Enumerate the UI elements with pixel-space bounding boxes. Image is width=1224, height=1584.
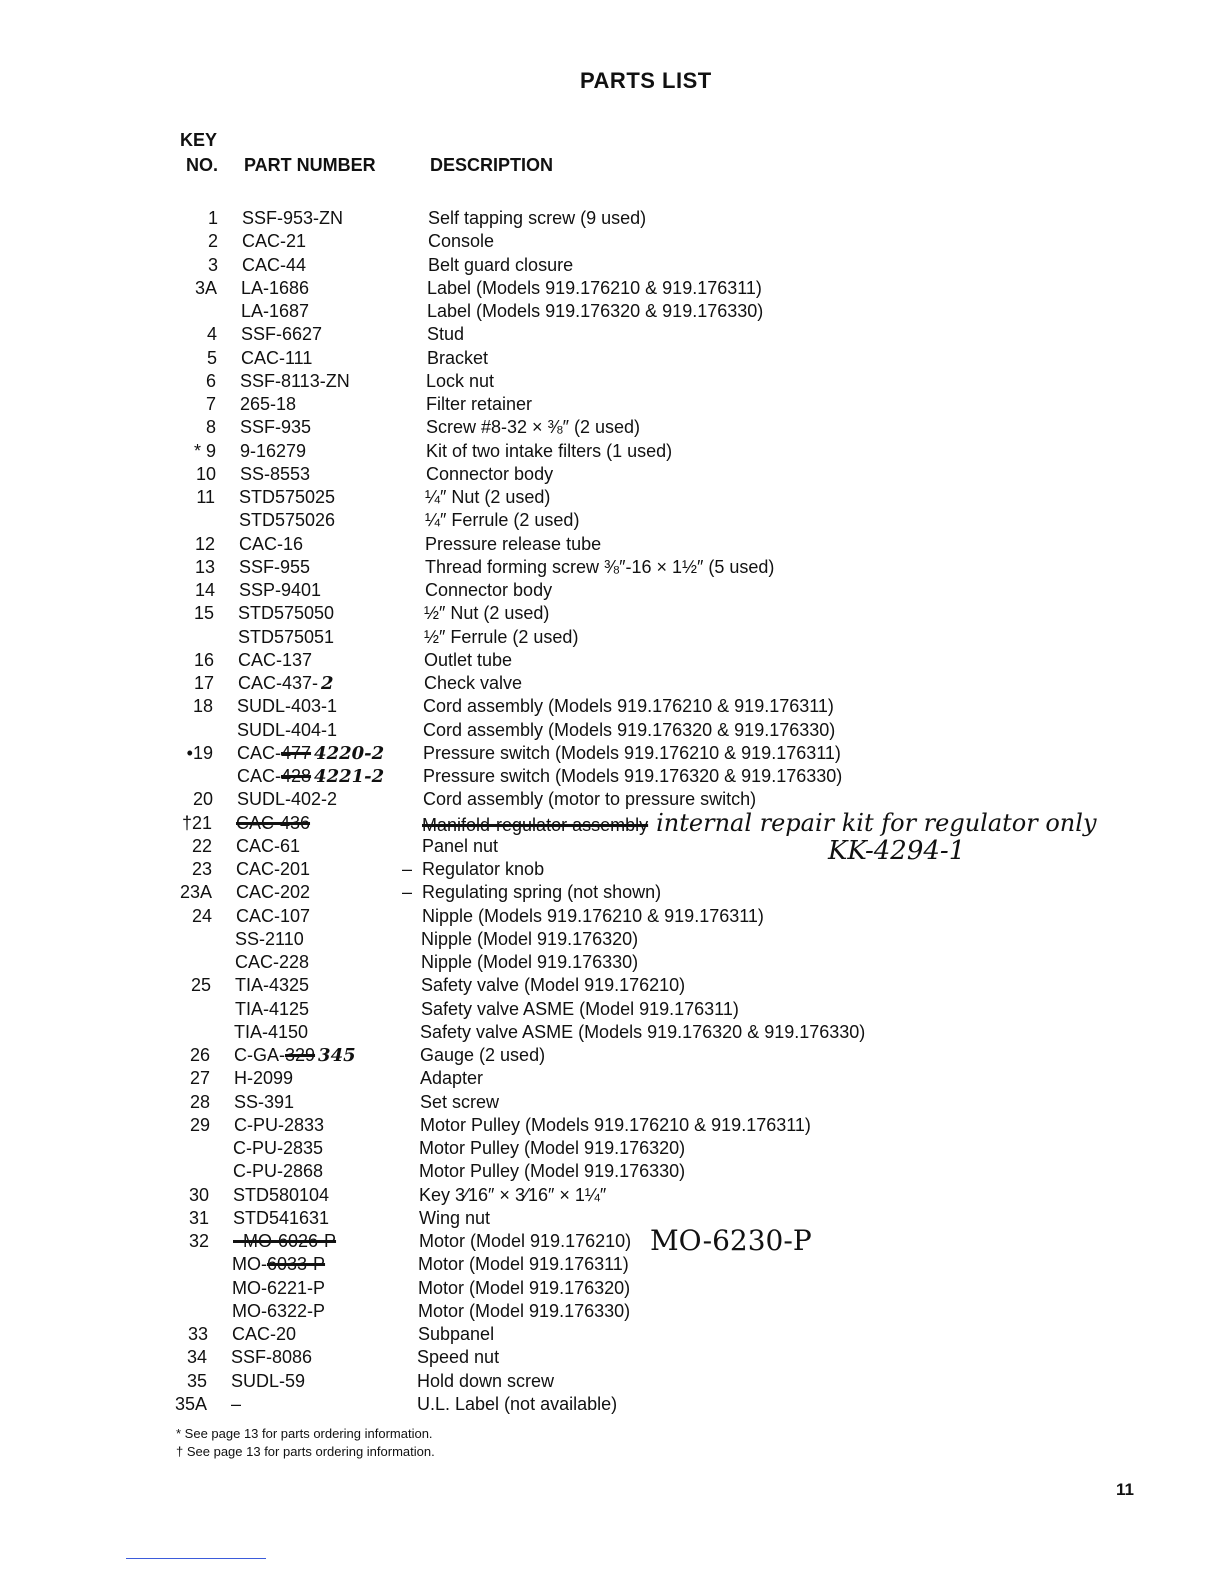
description: Kit of two intake filters (1 used) [426,440,673,461]
part-number [237,695,337,718]
description: Check valve [424,673,523,693]
table-row [0,1323,1224,1346]
table-row [0,928,1224,951]
divider [126,1558,266,1559]
key-number: 7 [205,394,216,414]
part-number-text: STD575026 [239,510,336,531]
part-number-text: STD575025 [239,487,336,507]
description: ¼″ Nut (2 used) [425,487,551,507]
key-number: 20 [192,789,213,810]
table-row [0,788,1224,811]
table-row [0,1137,1224,1160]
key-number: 18 [192,696,213,717]
description: Panel nut [422,835,499,856]
key-number: 28 [189,1091,210,1112]
part-number-text: C-PU-2868 [233,1161,324,1182]
part-number-text: SS-2110 [235,928,304,949]
description [422,808,1097,837]
footnote-asterisk: * See page 13 for parts ordering information. [176,1426,433,1441]
description: Safety valve (Model 919.176210) [421,975,686,996]
key-number: 8 [205,417,216,438]
table-row [0,1207,1224,1230]
part-number-text: LA-1687 [241,301,310,321]
part-number-text: STD541631 [233,1207,330,1228]
part-number-text: 265-18 [240,394,297,414]
part-number-text: C-PU-2835 [233,1138,324,1158]
description: Motor Pulley (Models 919.176210 & 919.176311) [420,1114,811,1135]
key-number: 16 [193,649,214,670]
table-row [0,533,1224,556]
part-number-text: STD575050 [238,603,335,624]
table-row [0,626,1224,649]
part-number [241,347,312,370]
table-row [0,254,1224,277]
part-number-text: CAC-111 [241,347,313,368]
header-key-line1: KEY [180,130,218,150]
table-row [0,556,1224,579]
part-number-text: SUDL-402-2 [237,789,338,810]
key-number: 5 [206,347,217,368]
description: Gauge (2 used) [420,1045,546,1065]
part-number [240,463,310,486]
table-row [0,416,1224,439]
description: Nipple (Model 919.176320) [421,928,639,949]
part-number [234,1091,294,1114]
key-number: 6 [205,370,216,391]
description: Adapter [420,1068,484,1089]
description: Connector body [425,580,553,600]
table-row [0,765,1224,788]
part-number [238,649,312,672]
key-number: 3A [194,277,217,298]
table-row [0,440,1224,463]
key-number: 35 [186,1370,207,1391]
table-row [0,300,1224,323]
description: Stud [427,324,465,345]
table-row [0,347,1224,370]
table-row [0,881,1224,904]
part-number-text: MO- [232,1254,267,1275]
key-number: 15 [193,603,214,624]
key-number: 12 [194,533,215,554]
description: Belt guard closure [428,254,574,275]
part-number-text: SSF-6627 [241,324,323,345]
table-row [0,602,1224,625]
table-row [0,1253,1224,1276]
handwritten-motor-note: MO-6230-P [650,1224,812,1257]
description: Motor (Model 919.176210) [419,1231,632,1251]
part-number [242,207,343,230]
table-row [0,998,1224,1021]
dash-mark: – [402,882,413,903]
description: Pressure switch (Models 919.176210 & 919.176311) [423,742,841,763]
part-number [236,812,310,835]
dash-mark: – [402,859,413,879]
description: Safety valve ASME (Model 919.176311) [421,998,739,1019]
handwritten-note: internal repair kit for regulator only [656,808,1097,837]
table-row [0,323,1224,346]
part-number [234,1044,356,1067]
key-number: 10 [195,463,216,484]
key-number: 23A [179,882,212,903]
part-number-text: C-PU-2833 [234,1114,325,1135]
description: Hold down screw [417,1370,555,1391]
part-number [233,1207,329,1230]
table-row [0,1184,1224,1207]
description: Cord assembly (Models 919.176210 & 919.176311) [423,696,834,717]
description: Console [428,231,495,252]
table-row [0,1370,1224,1393]
part-number [237,788,337,811]
struck-part-number: 477 [281,742,312,763]
key-number: 33 [187,1324,208,1344]
part-number [241,277,309,300]
description: Pressure release tube [425,533,602,554]
description: Outlet tube [424,649,513,670]
table-row [0,672,1224,695]
part-number [238,626,334,649]
part-number [233,1230,336,1253]
table-row [0,1114,1224,1137]
table-row [0,1091,1224,1114]
table-row [0,207,1224,230]
part-number [242,230,306,253]
part-number-text: SS-8553 [240,463,311,484]
key-number: 13 [194,556,215,577]
part-number-text: TIA-4325 [235,975,310,996]
part-number [233,1160,323,1183]
key-number: 27 [189,1068,210,1089]
key-number: 11 [196,487,215,507]
part-number-text: SS-391 [234,1091,295,1112]
key-number: 2 [207,231,218,252]
table-row [0,835,1224,858]
handwritten-part-number: 4220-2 [314,742,385,764]
description: Speed nut [417,1347,500,1368]
part-number-text: LA-1686 [241,277,310,298]
table-row [0,905,1224,928]
part-number-text: C-GA- [234,1045,285,1065]
description: Motor (Model 919.176311) [418,1254,629,1275]
table-row [0,808,1224,837]
table-row [0,951,1224,974]
table-row [0,277,1224,300]
part-number-text: CAC-44 [242,254,307,275]
part-number-text: CAC- [237,742,281,763]
description: Connector body [426,463,554,484]
part-number [241,323,322,346]
key-number: 23 [191,859,212,879]
part-number [240,393,296,416]
header-description: DESCRIPTION [430,155,554,175]
part-number-text: CAC-201 [236,859,311,879]
description: Label (Models 919.176210 & 919.176311) [427,277,762,298]
part-number [235,928,304,951]
description: Cord assembly (Models 919.176320 & 919.176330) [423,719,836,740]
table-row [0,370,1224,393]
table-row [0,649,1224,672]
key-number: 17 [193,673,214,693]
part-number-text: MO-6322-P [232,1300,326,1321]
part-number-text: SSF-953-ZN [242,208,344,228]
handwritten-kit-number: KK-4294-1 [828,836,966,866]
part-number [238,672,334,695]
part-number-text: STD580104 [233,1184,330,1205]
part-number [231,1346,312,1369]
description: Regulating spring (not shown) [422,882,662,903]
part-number [237,765,384,788]
table-row [0,1021,1224,1044]
description: Bracket [427,347,489,368]
part-number-text: SUDL-404-1 [237,719,338,740]
part-number-text: SUDL-403-1 [237,696,338,717]
struck-description: Manifold-regulator assembly [422,814,649,835]
table-row [0,1346,1224,1369]
struck-part-number: 329 [285,1045,316,1065]
key-number: 4 [206,324,217,345]
description: Set screw [420,1091,500,1112]
part-number [231,1370,305,1393]
part-number-text: CAC- [237,766,281,786]
key-number: 25 [190,975,211,996]
description: Screw #8-32 × ⅜″ (2 used) [426,417,640,438]
part-number [239,579,321,602]
part-number-text: MO-6221-P [232,1277,326,1298]
part-number [239,556,310,579]
description: U.L. Label (not available) [417,1393,618,1414]
part-number [242,254,306,277]
part-number-text: CAC-61 [236,835,301,856]
page-title: PARTS LIST [580,68,712,93]
description: Nipple (Models 919.176210 & 919.176311) [422,905,764,926]
handwritten-part-number: 345 [318,1045,356,1066]
part-number [236,881,310,904]
part-number-text: CAC-228 [235,952,310,972]
handwritten-part-number: 4221-2 [314,766,385,787]
table-row [0,1393,1224,1416]
part-number-text: CAC-16 [239,533,304,554]
part-number-text: SSF-955 [239,556,311,577]
struck-part-number: –MO-6026-P [233,1231,337,1251]
header-key-line2: NO. [186,155,219,175]
description: Self tapping screw (9 used) [428,208,647,228]
part-number [238,602,334,625]
table-row [0,1160,1224,1183]
part-number [237,742,384,765]
part-number [235,998,309,1021]
part-number-text: CAC-21 [242,231,307,252]
key-number: 34 [186,1347,207,1368]
description: Nipple (Model 919.176330) [421,952,639,972]
table-row [0,509,1224,532]
key-number: 29 [189,1114,210,1135]
key-number: 31 [188,1207,209,1228]
description: Motor Pulley (Model 919.176330) [419,1161,686,1182]
table-row [0,1300,1224,1323]
part-number [234,1114,324,1137]
part-number [234,1067,293,1090]
description: Key 3⁄16″ × 3⁄16″ × 1¼″ [419,1184,607,1205]
part-number [237,719,337,742]
description: Filter retainer [426,394,533,414]
key-number: 1 [207,208,218,228]
part-number-text: CAC-107 [236,905,311,926]
part-number [232,1277,325,1300]
table-row [0,719,1224,742]
part-number [232,1253,325,1276]
description: Label (Models 919.176320 & 919.176330) [427,301,764,321]
parts-table [0,207,1224,1416]
part-number-text: 9-16279 [240,440,307,461]
description: Thread forming screw ⅜″-16 × 1½″ (5 used) [425,556,775,577]
part-number-text: CAC-202 [236,882,311,903]
table-row [0,579,1224,602]
part-number-text: SSF-8113-ZN [240,370,350,391]
description: Safety valve ASME (Models 919.176320 & 919.176330) [420,1021,866,1042]
key-number: •19 [186,742,213,763]
part-number-text: TIA-4125 [235,998,310,1019]
description: Subpanel [418,1324,495,1344]
description: Cord assembly (motor to pressure switch) [423,789,757,810]
part-number [240,416,311,439]
part-number-text: STD575051 [238,626,335,647]
key-number: 26 [189,1045,210,1065]
handwritten-part-number: 2 [321,673,334,694]
key-number: †21 [181,812,212,833]
part-number-text: – [231,1393,242,1414]
description: Motor Pulley (Model 919.176320) [419,1138,686,1158]
part-number [239,486,335,509]
part-number-text: SSF-935 [240,417,312,438]
table-row [0,393,1224,416]
part-number-text: TIA-4150 [234,1021,309,1042]
part-number [232,1300,325,1323]
part-number [235,951,309,974]
part-number-text: SSP-9401 [239,580,322,600]
key-number: 35A [174,1393,207,1414]
table-row [0,486,1224,509]
part-number [235,974,309,997]
table-row [0,742,1224,765]
table-row [0,463,1224,486]
table-row [0,1277,1224,1300]
part-number [231,1393,241,1416]
key-number: 24 [191,905,212,926]
part-number [234,1021,308,1044]
key-number: 22 [191,835,212,856]
footnote-dagger: † See page 13 for parts ordering information. [176,1444,435,1459]
header-part-number: PART NUMBER [244,155,376,175]
part-number [233,1184,329,1207]
part-number-text: SUDL-59 [231,1370,306,1391]
part-number [236,835,300,858]
key-number: 32 [188,1231,209,1251]
table-row [0,230,1224,253]
description: Pressure switch (Models 919.176320 & 919.176330) [423,766,843,786]
part-number-text: CAC-20 [232,1324,297,1344]
struck-part-number: 6033-P [267,1254,326,1275]
description: Motor (Model 919.176320) [418,1277,631,1298]
table-row [0,974,1224,997]
table-row [0,858,1224,881]
part-number [232,1323,296,1346]
description: ¼″ Ferrule (2 used) [425,510,580,531]
description: Motor (Model 919.176330) [418,1300,631,1321]
struck-part-number: 428 [281,766,312,786]
part-number [239,533,303,556]
part-number [241,300,309,323]
key-number: 3 [207,254,218,275]
key-number: 30 [188,1184,209,1205]
part-number [240,440,306,463]
description: ½″ Ferrule (2 used) [424,626,579,647]
key-number: * 9 [193,440,216,461]
description: Regulator knob [422,859,545,879]
key-number: 14 [194,580,215,600]
table-row [0,1067,1224,1090]
page-number: 11 [1116,1480,1134,1499]
part-number [240,370,350,393]
part-number-text: H-2099 [234,1068,294,1089]
part-number [236,858,310,881]
struck-part-number: CAC-436 [236,812,311,833]
part-number-text: CAC-437- [238,673,319,693]
table-row [0,1044,1224,1067]
table-row [0,1230,1224,1253]
description: Lock nut [426,370,495,391]
description: Wing nut [419,1207,491,1228]
part-number [239,509,335,532]
table-row [0,695,1224,718]
part-number [236,905,310,928]
description: ½″ Nut (2 used) [424,603,550,624]
part-number [233,1137,323,1160]
part-number-text: SSF-8086 [231,1347,313,1368]
part-number-text: CAC-137 [238,649,313,670]
